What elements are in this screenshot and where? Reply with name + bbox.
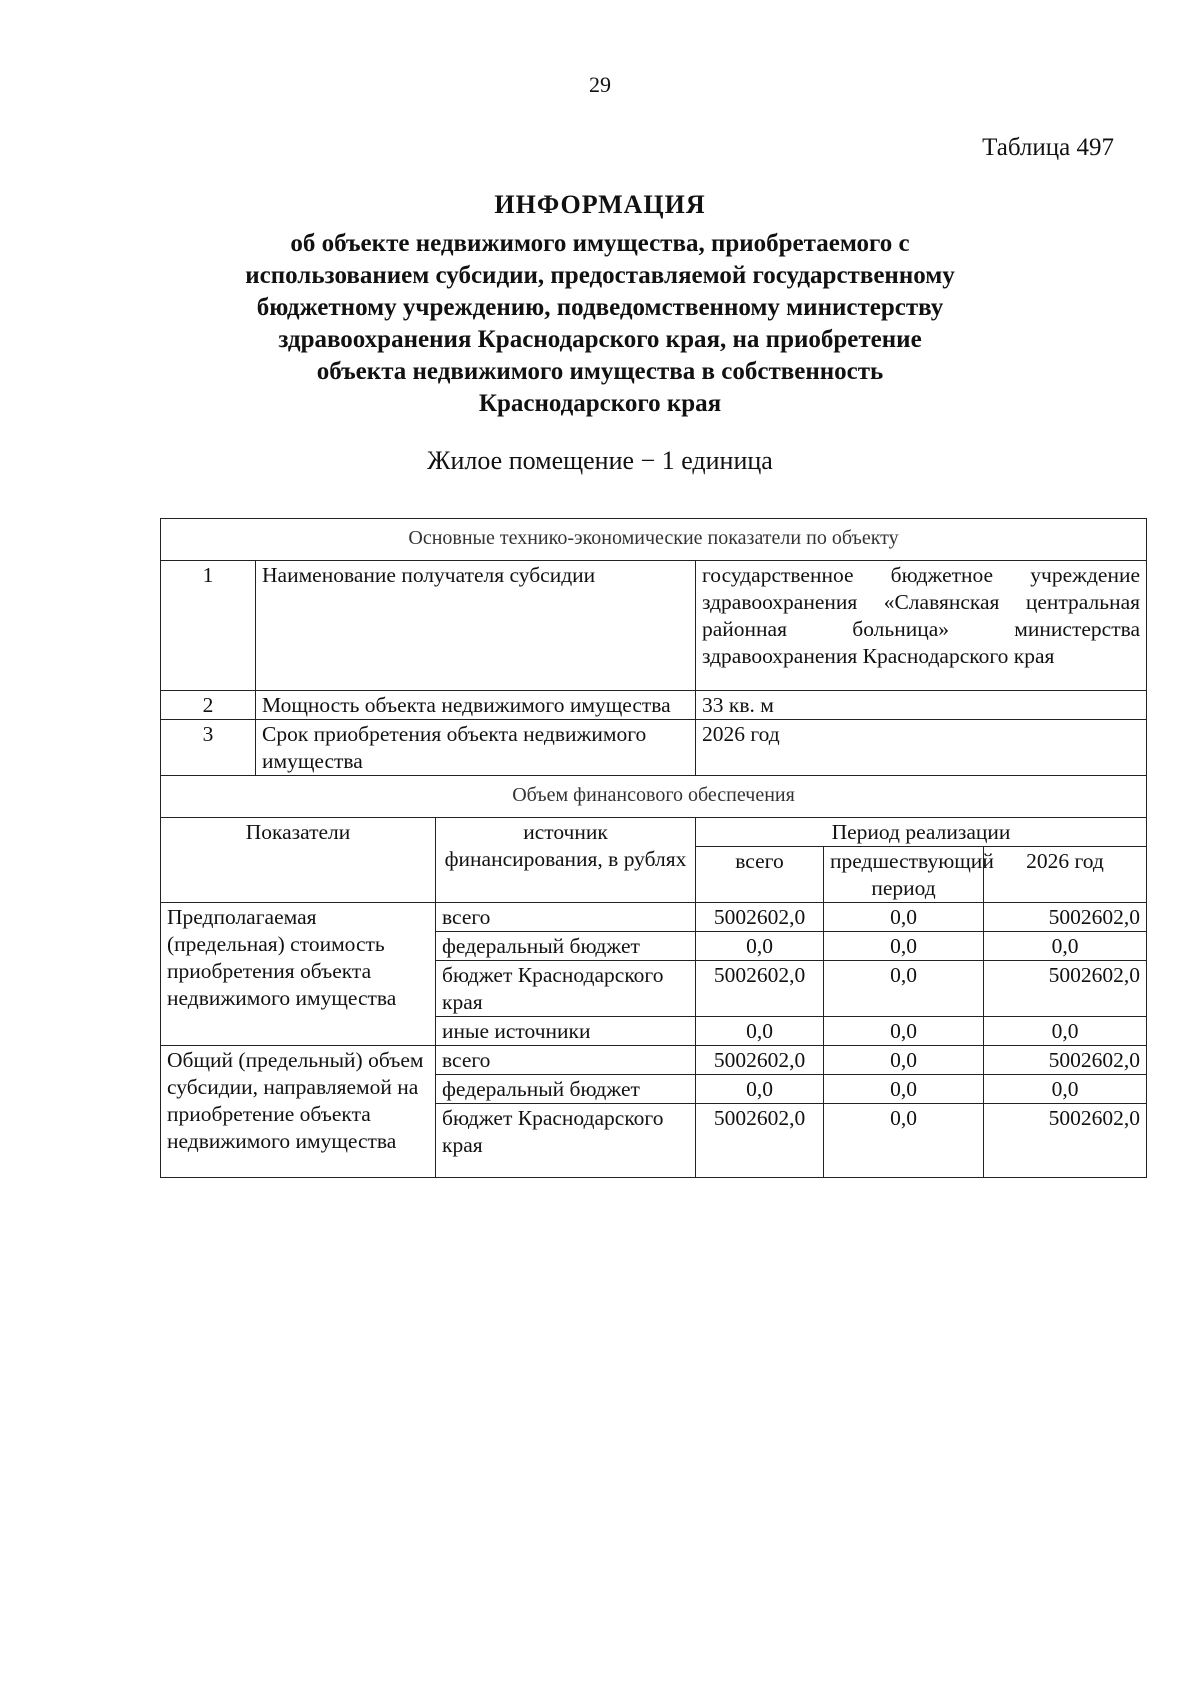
table-row	[161, 720, 1147, 776]
year-cell: 0,0	[984, 1017, 1147, 1046]
total-cell: 0,0	[696, 932, 824, 961]
previous-cell: 0,0	[824, 1104, 984, 1178]
header-source: источник финансирования, в рублях	[436, 818, 696, 903]
subtitle-line: здравоохранения Краснодарского края, на приобретение	[278, 326, 922, 353]
year-cell: 5002602,0	[984, 1104, 1147, 1178]
total-cell: 0,0	[696, 1017, 824, 1046]
subtitle-line: об объекте недвижимого имущества, приобретаемого с	[290, 230, 910, 257]
table-row	[161, 903, 1147, 932]
year-cell: 5002602,0	[984, 1046, 1147, 1075]
table-row	[161, 1046, 1147, 1075]
row-label: Срок приобретения объекта недвижимого имущества	[256, 720, 696, 776]
table-row	[161, 561, 1147, 691]
row-value: государственное бюджетное учреждение здравоохранения «Славянская центральная районная больница» министерства здравоохранения Краснодарского края	[696, 561, 1147, 691]
total-cell: 5002602,0	[696, 903, 824, 932]
subtitle-line: объекта недвижимого имущества в собственность	[316, 358, 884, 385]
previous-cell: 0,0	[824, 1017, 984, 1046]
row-number: 3	[161, 720, 256, 776]
table-number: Таблица 497	[982, 134, 1114, 161]
info-table	[160, 518, 1147, 1178]
source-cell: бюджет Краснодарского края	[436, 961, 696, 1017]
section-header-finance: Объем финансового обеспечения	[161, 776, 1147, 818]
source-cell: всего	[436, 1046, 696, 1075]
total-cell: 5002602,0	[696, 961, 824, 1017]
header-previous: предшествующий период	[824, 847, 984, 903]
document-subtitle	[150, 228, 1050, 420]
row-value: 33 кв. м	[696, 691, 1147, 720]
row-label: Мощность объекта недвижимого имущества	[256, 691, 696, 720]
year-cell: 5002602,0	[984, 903, 1147, 932]
total-cell: 5002602,0	[696, 1104, 824, 1178]
row-value: 2026 год	[696, 720, 1147, 776]
total-cell: 5002602,0	[696, 1046, 824, 1075]
source-cell: бюджет Краснодарского края	[436, 1104, 696, 1178]
section-header-indicators: Основные технико-экономические показатели по объекту	[161, 519, 1147, 561]
document-title: ИНФОРМАЦИЯ	[494, 190, 706, 219]
year-cell: 0,0	[984, 1075, 1147, 1104]
year-cell: 0,0	[984, 932, 1147, 961]
previous-cell: 0,0	[824, 903, 984, 932]
year-cell: 5002602,0	[984, 961, 1147, 1017]
row-label: Наименование получателя субсидии	[256, 561, 696, 691]
source-cell: федеральный бюджет	[436, 1075, 696, 1104]
previous-cell: 0,0	[824, 932, 984, 961]
header-period: Период реализации	[696, 818, 1147, 847]
source-cell: всего	[436, 903, 696, 932]
header-year: 2026 год	[984, 847, 1147, 903]
object-description: Жилое помещение − 1 единица	[427, 446, 773, 475]
row-number: 2	[161, 691, 256, 720]
previous-cell: 0,0	[824, 1075, 984, 1104]
finance-header-row	[161, 818, 1147, 847]
source-cell: иные источники	[436, 1017, 696, 1046]
group-label: Предполагаемая (предельная) стоимость приобретения объекта недвижимого имущества	[161, 903, 436, 1046]
header-indicators: Показатели	[161, 818, 436, 903]
group-label: Общий (предельный) объем субсидии, направляемой на приобретение объекта недвижимого имущества	[161, 1046, 436, 1178]
row-number: 1	[161, 561, 256, 691]
table-row	[161, 691, 1147, 720]
subtitle-line: использованием субсидии, предоставляемой государственному	[245, 262, 955, 289]
header-total: всего	[696, 847, 824, 903]
source-cell: федеральный бюджет	[436, 932, 696, 961]
page-number: 29	[589, 72, 611, 97]
subtitle-line: бюджетному учреждению, подведомственному министерству	[256, 294, 944, 321]
previous-cell: 0,0	[824, 1046, 984, 1075]
previous-cell: 0,0	[824, 961, 984, 1017]
subtitle-line: Краснодарского края	[478, 390, 722, 417]
total-cell: 0,0	[696, 1075, 824, 1104]
